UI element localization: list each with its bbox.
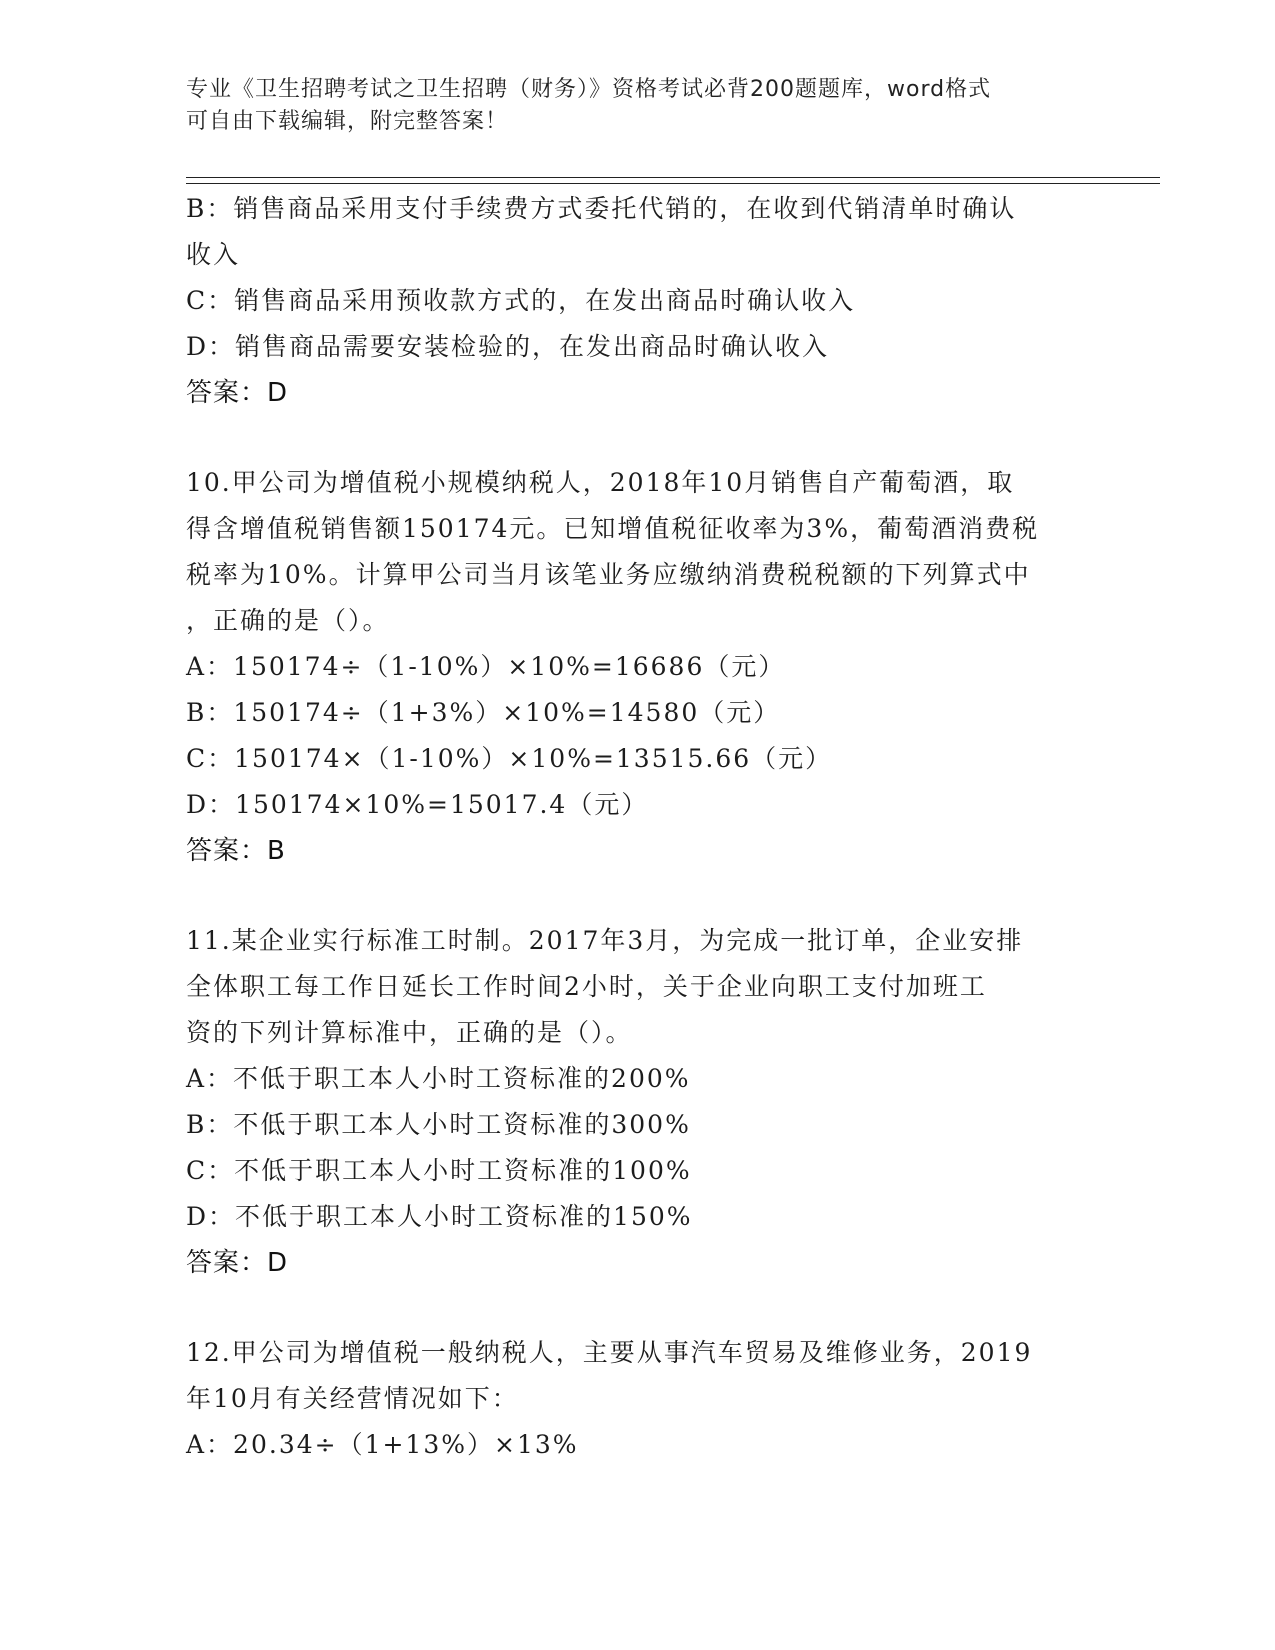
q10-option-a: A：150174÷（1-10%）×10%=16686（元） bbox=[186, 652, 786, 681]
spacer bbox=[186, 416, 1086, 460]
q10-option-c: C：150174×（1-10%）×10%=13515.66（元） bbox=[186, 744, 833, 773]
q9-option-b-line-1: B：销售商品采用支付手续费方式委托代销的，在收到代销清单时确认 bbox=[186, 194, 1017, 223]
question-12 bbox=[186, 1330, 1086, 1468]
q10-option-d: D：150174×10%=15017.4（元） bbox=[186, 790, 649, 819]
q12-stem-line-2: 年10月有关经营情况如下： bbox=[186, 1384, 519, 1413]
q11-option-c: C：不低于职工本人小时工资标准的100% bbox=[186, 1156, 692, 1185]
spacer bbox=[186, 1286, 1086, 1330]
q11-stem-line-1: 11.某企业实行标准工时制。2017年3月，为完成一批订单，企业安排 bbox=[186, 926, 1024, 955]
q11-stem-line-3: 资的下列计算标准中，正确的是（）。 bbox=[186, 1018, 633, 1047]
q10-stem-line-2: 得含增值税销售额150174元。已知增值税征收率为3%，葡萄酒消费税 bbox=[186, 514, 1040, 543]
q11-answer: 答案：D bbox=[186, 1248, 289, 1278]
question-11 bbox=[186, 918, 1086, 1286]
header-rule-thick bbox=[186, 183, 1160, 184]
header-title-line-1: 专业《卫生招聘考试之卫生招聘（财务）》资格考试必背200题题库，word格式 bbox=[186, 77, 992, 102]
q10-option-b: B：150174÷（1+3%）×10%=14580（元） bbox=[186, 698, 781, 727]
question-9 bbox=[186, 186, 1086, 416]
q9-option-b-line-2: 收入 bbox=[186, 240, 241, 269]
q11-option-d: D：不低于职工本人小时工资标准的150% bbox=[186, 1202, 693, 1231]
q11-option-b: B：不低于职工本人小时工资标准的300% bbox=[186, 1110, 691, 1139]
document-body bbox=[186, 186, 1086, 1468]
header-title-line-2: 可自由下载编辑，附完整答案！ bbox=[186, 109, 509, 134]
q10-stem-line-1: 10.甲公司为增值税小规模纳税人，2018年10月销售自产葡萄酒，取 bbox=[186, 468, 1015, 497]
q10-stem-line-3: 税率为10%。计算甲公司当月该笔业务应缴纳消费税税额的下列算式中 bbox=[186, 560, 1031, 589]
q10-stem-line-4: ，正确的是（）。 bbox=[186, 606, 390, 635]
q9-answer: 答案：D bbox=[186, 378, 289, 408]
question-10 bbox=[186, 460, 1086, 874]
q9-option-d: D：销售商品需要安装检验的，在发出商品时确认收入 bbox=[186, 332, 830, 361]
q9-option-c: C：销售商品采用预收款方式的，在发出商品时确认收入 bbox=[186, 286, 856, 315]
q11-stem-line-2: 全体职工每工作日延长工作时间2小时，关于企业向职工支付加班工 bbox=[186, 972, 987, 1001]
page-header bbox=[186, 74, 1086, 138]
q12-stem-line-1: 12.甲公司为增值税一般纳税人，主要从事汽车贸易及维修业务，2019 bbox=[186, 1338, 1033, 1367]
header-rule-thin bbox=[186, 177, 1160, 178]
q11-option-a: A：不低于职工本人小时工资标准的200% bbox=[186, 1064, 691, 1093]
q12-option-a: A：20.34÷（1+13%）×13% bbox=[186, 1430, 579, 1459]
q10-answer: 答案：B bbox=[186, 836, 286, 866]
spacer bbox=[186, 874, 1086, 918]
